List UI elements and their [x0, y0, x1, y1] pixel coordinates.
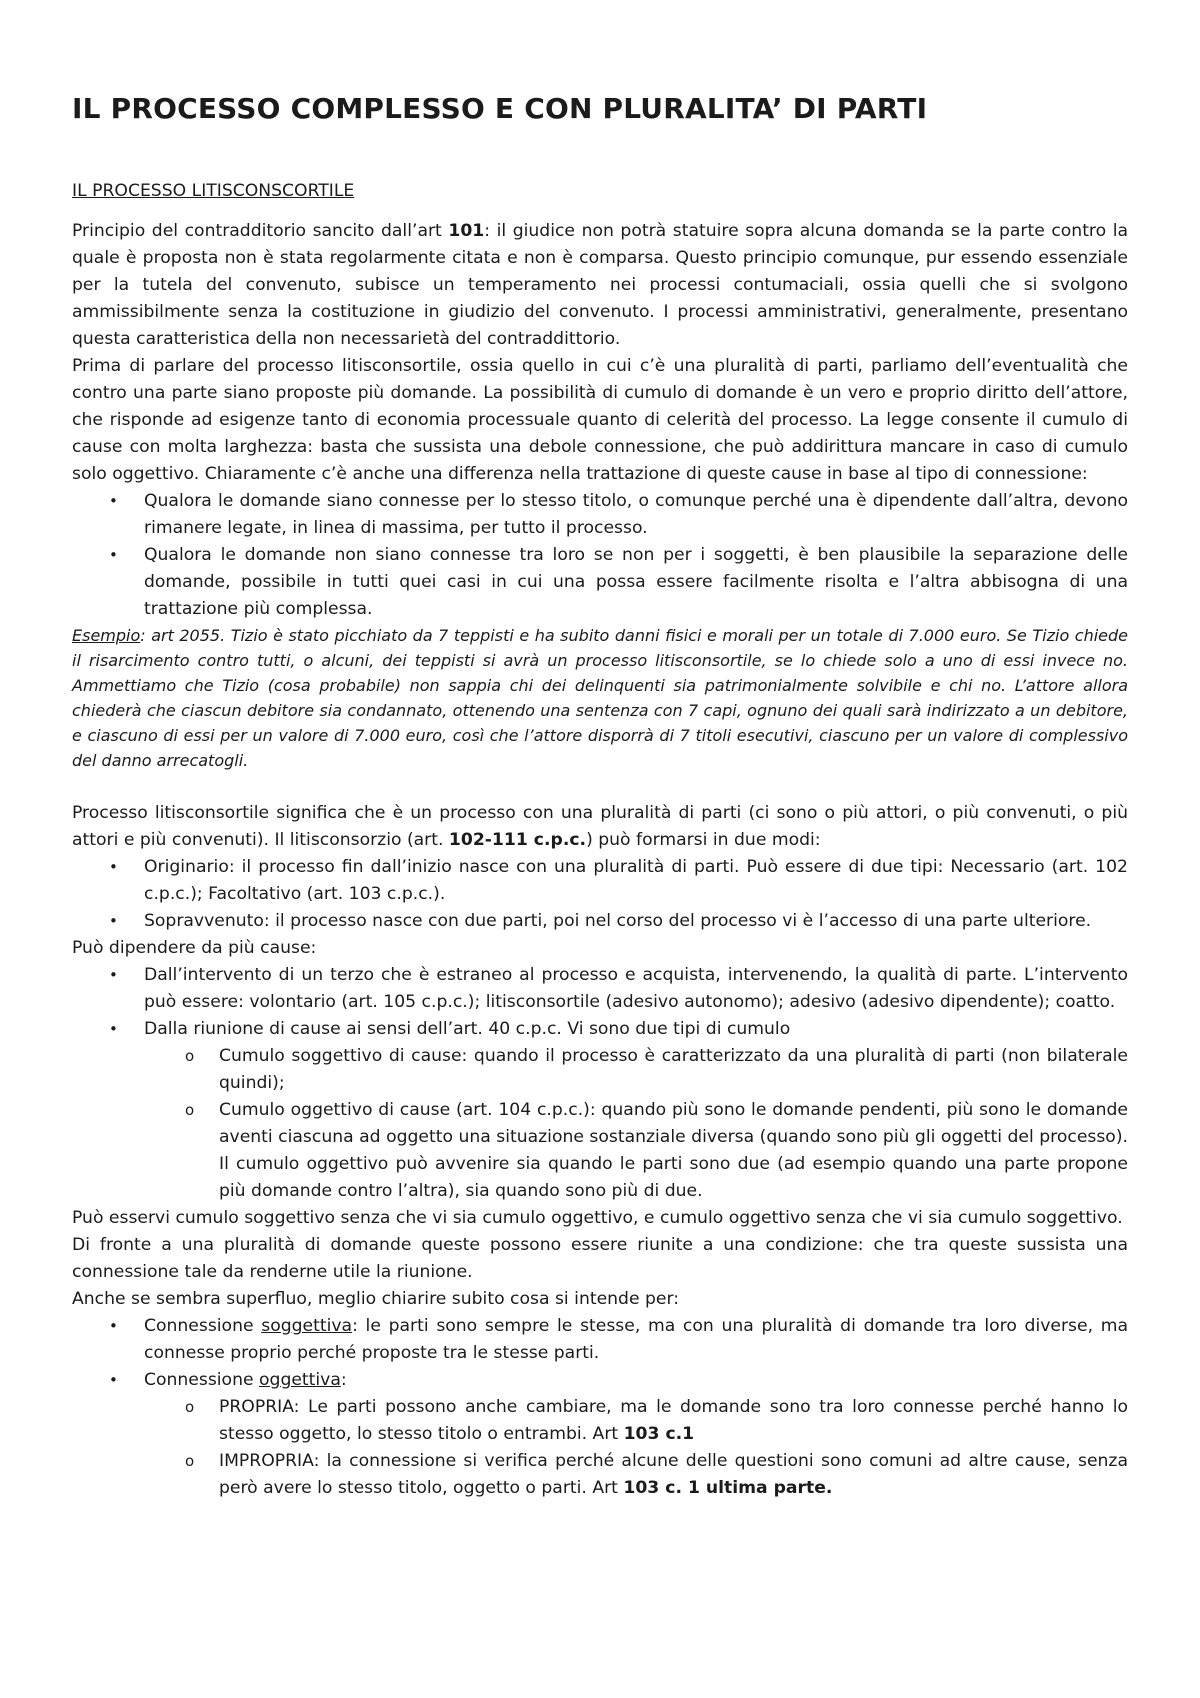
sub-list-cumulo	[144, 1043, 1128, 1205]
bullet-icon: •	[109, 1371, 118, 1389]
bullet-icon: •	[109, 912, 118, 930]
sub-list-oggettiva	[144, 1394, 1128, 1502]
list-item-text: Dall’intervento di un terzo che è estraneo al processo e acquista, intervenendo, la qualità di parte. L’intervento può essere: volontario (art. 105 c.p.c.); litisconsortile (adesivo autonomo); adesivo (adesivo dipendente); coatto.	[144, 965, 1128, 1012]
paragraph-text: Principio del contradditorio sancito dall’art	[72, 221, 449, 241]
list-item	[72, 1367, 1128, 1502]
list-item-text: Cumulo oggettivo di cause (art. 104 c.p.c.): quando più sono le domande pendenti, più sono le domande aventi ciascuna ad oggetto una situazione sostanziale diversa (quando sono più gli oggetti del processo). Il cumulo oggettivo può avvenire sia quando le parti sono due (ad esempio quando una parte propone più domande contro l’altra), sia quando sono più di due.	[219, 1100, 1128, 1201]
list-item-text: Dalla riunione di cause ai sensi dell’art. 40 c.p.c. Vi sono due tipi di cumulo	[144, 1019, 791, 1039]
article-reference: 103 c. 1 ultima parte.	[623, 1478, 833, 1498]
list-item	[72, 962, 1128, 1016]
sub-bullet-icon: o	[185, 1398, 195, 1416]
article-reference: 102-111 c.p.c.	[448, 830, 587, 850]
list-item-text: Qualora le domande siano connesse per lo stesso titolo, o comunque perché una è dipendente dall’altra, devono rimanere legate, in linea di massima, per tutto il processo.	[144, 491, 1128, 538]
paragraph-text: Processo litisconsortile significa che è un processo con una pluralità di parti (ci sono o più attori, o più convenuti, o più attori e più convenuti). Il litisconsorzio (art.	[72, 803, 1128, 850]
bullet-list-connessione-tipi	[72, 1313, 1128, 1502]
paragraph-contraddittorio	[72, 218, 1128, 353]
section-title: IL PROCESSO LITISCONSCORTILE	[72, 181, 355, 201]
paragraph-cumulo-domande: Prima di parlare del processo litisconsortile, ossia quello in cui c’è una pluralità di parti, parliamo dell’eventualità che contro una parte siano proposte più domande. La possibilità di cumulo di domande è un vero e proprio diritto dell’attore, che risponde ad esigenze tanto di economia processuale quanto di celerità del processo. La legge consente il cumulo di cause con molta larghezza: basta che sussista una debole connessione, che può addirittura mancare in caso di cumulo solo oggettivo. Chiaramente c’è anche una differenza nella trattazione di queste cause in base al tipo di connessione:	[72, 356, 1128, 484]
list-item	[72, 488, 1128, 542]
underlined-term: oggettiva	[259, 1370, 341, 1390]
sub-list-item	[72, 1394, 1128, 1448]
list-item-text: Connessione	[144, 1370, 260, 1390]
list-item-text: : le parti sono sempre le stesse, ma con una pluralità di domande tra loro diverse, ma connesse proprio perché proposte tra le stesse parti.	[144, 1316, 1129, 1363]
spacer	[72, 773, 1128, 800]
example-paragraph	[72, 623, 1128, 773]
list-item-text: PROPRIA: Le parti possono anche cambiare, ma le domande sono tra loro connesse perché hanno lo stesso oggetto, lo stesso titolo o entrambi. Art	[219, 1397, 1128, 1444]
list-item	[72, 1016, 1128, 1205]
list-item-text: Sopravvenuto: il processo nasce con due parti, poi nel corso del processo vi è l’accesso di una parte ulteriore.	[144, 911, 1092, 931]
paragraph-cause: Può dipendere da più cause:	[72, 938, 317, 958]
document-title: IL PROCESSO COMPLESSO E CON PLURALITA’ DI PARTI	[72, 92, 928, 125]
bullet-list-connessione	[72, 488, 1128, 623]
list-item	[72, 908, 1128, 935]
sub-list-item	[72, 1448, 1128, 1502]
underlined-term: soggettiva	[261, 1316, 353, 1336]
paragraph-litisconsortile	[72, 800, 1128, 854]
article-reference: 103 c.1	[623, 1424, 695, 1444]
example-text: : art 2055. Tizio è stato picchiato da 7 teppisti e ha subito danni fisici e morali per un totale di 7.000 euro. Se Tizio chiede il risarcimento contro tutti, o alcuni, dei teppisti si avrà un processo litisconsortile, se lo chiede solo a uno di essi invece no. Ammettiamo che Tizio (cosa probabile) non sappia chi dei delinquenti sia patrimonialmente solvibile e chi no. L’attore allora chiederà che ciascun debitore sia condannato, ottenendo una sentenza con 7 capi, ognuno dei quali sarà indirizzato a un debitore, e ciascuno di essi per un valore di 7.000 euro, così che l’attore disporrà di 7 titoli esecutivi, ciascuno per un valore di complessivo del danno arrecatogli.	[72, 626, 1128, 770]
bullet-list-cause	[72, 962, 1128, 1205]
bullet-icon: •	[109, 858, 118, 876]
paragraph-cumulo-soggettivo: Può esservi cumulo soggettivo senza che vi sia cumulo oggettivo, e cumulo oggettivo senza che vi sia cumulo soggettivo.	[72, 1208, 1123, 1228]
list-item-text: :	[340, 1370, 347, 1390]
list-item	[72, 1313, 1128, 1367]
sub-list-item	[72, 1097, 1128, 1205]
sub-bullet-icon: o	[185, 1452, 195, 1470]
list-item	[72, 854, 1128, 908]
paragraph-text: ) può formarsi in due modi:	[586, 830, 821, 850]
sub-list-item	[72, 1043, 1128, 1097]
sub-bullet-icon: o	[185, 1101, 195, 1119]
bullet-icon: •	[109, 546, 118, 564]
list-item-text: Originario: il processo fin dall’inizio nasce con una pluralità di parti. Può essere di due tipi: Necessario (art. 102 c.p.c.); Facoltativo (art. 103 c.p.c.).	[144, 857, 1128, 904]
bullet-list-modi	[72, 854, 1128, 935]
paragraph-text: : il giudice non potrà statuire sopra alcuna domanda se la parte contro la quale è proposta non è stata regolarmente citata e non è comparsa. Questo principio comunque, pur essendo essenziale per la tutela del convenuto, subisce un temperamento nei processi contumaciali, ossia quelli che si svolgono ammissibilmente senza la costituzione in giudizio del convenuto. I processi amministrativi, generalmente, presentano questa caratteristica della non necessarietà del contraddittorio.	[72, 221, 1129, 349]
list-item-text: Cumulo soggettivo di cause: quando il processo è caratterizzato da una pluralità di parti (non bilaterale quindi);	[219, 1046, 1128, 1093]
article-reference: 101	[448, 221, 485, 241]
paragraph-riunione: Di fronte a una pluralità di domande queste possono essere riunite a una condizione: che tra queste sussista una connessione tale da renderne utile la riunione.	[72, 1235, 1128, 1282]
bullet-icon: •	[109, 966, 118, 984]
bullet-icon: •	[109, 1317, 118, 1335]
bullet-icon: •	[109, 492, 118, 510]
bullet-icon: •	[109, 1020, 118, 1038]
list-item-text: Qualora le domande non siano connesse tra loro se non per i soggetti, è ben plausibile la separazione delle domande, possibile in tutti quei casi in cui una possa essere facilmente risolta e l’altra abbisogna di una trattazione più complessa.	[144, 545, 1128, 619]
list-item	[72, 542, 1128, 623]
example-label: Esempio	[72, 626, 141, 645]
list-item-text: Connessione	[144, 1316, 262, 1336]
sub-bullet-icon: o	[185, 1047, 195, 1065]
list-item-text: IMPROPRIA: la connessione si verifica perché alcune delle questioni sono comuni ad altre cause, senza però avere lo stesso titolo, oggetto o parti. Art	[219, 1451, 1128, 1498]
paragraph-definizioni: Anche se sembra superfluo, meglio chiarire subito cosa si intende per:	[72, 1289, 680, 1309]
